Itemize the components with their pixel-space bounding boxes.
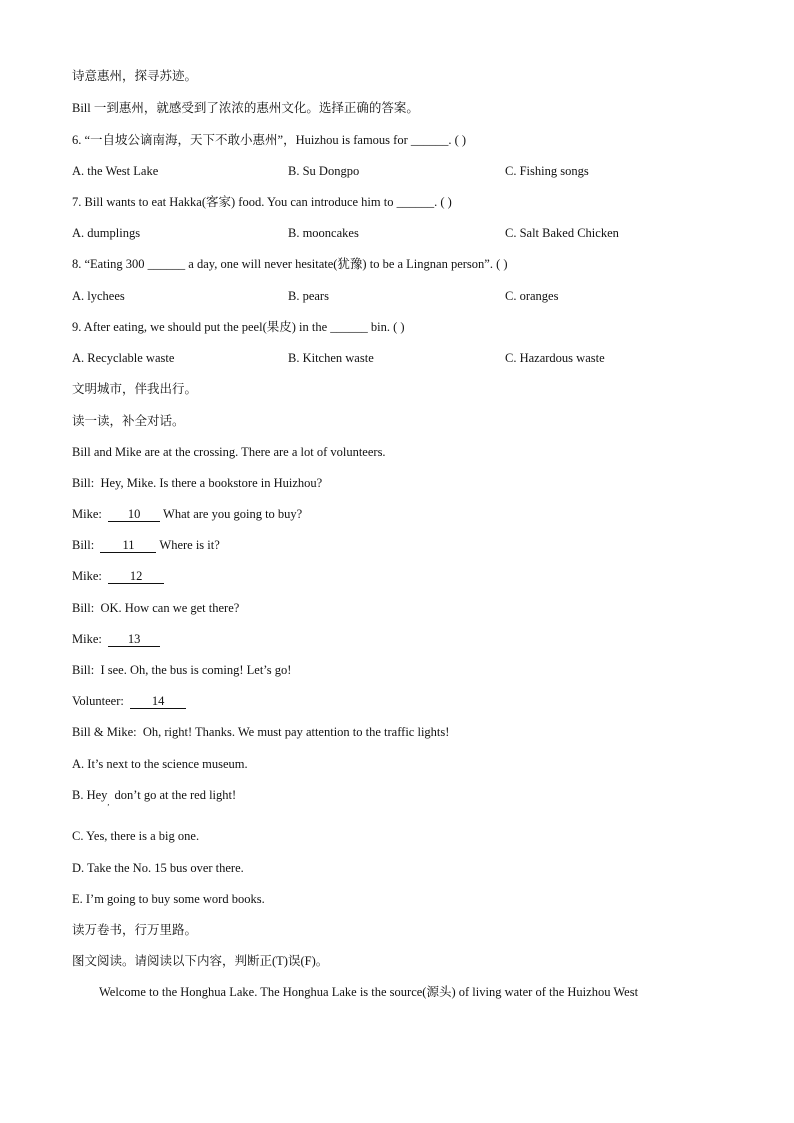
question-8-option-c: C. oranges [505,289,559,303]
question-8-stem: 8. “Eating 300 ______ a day, one will never hesitate(犹豫) to be a Lingnan person”. ( ) [72,257,508,271]
dialogue-text: Where is it? [159,538,220,552]
dialogue-text: Oh, right! Thanks. We must pay attention to the traffic lights! [142,725,450,739]
dialogue-line [72,506,302,522]
question-6-option-c: C. Fishing songs [505,164,589,178]
dialogue-text: Hey, Mike. Is there a bookstore in Huizhou? [100,476,323,490]
speaker: Mike: [72,507,102,521]
question-6-stem: 6. “一自坡公谪南海，天下不敢小惠州”，Huizhou is famous for ______. ( ) [72,133,467,147]
question-7-option-b: B. mooncakes [288,226,359,240]
dialogue-line [72,475,322,491]
dialogue-line [72,631,160,647]
dialogue-line [72,568,164,584]
speaker: Bill: [72,601,95,615]
dialogue-line [72,724,449,740]
speaker: Volunteer: [72,694,124,708]
question-9-option-b: B. Kitchen waste [288,351,374,365]
reading-passage: Welcome to the Honghua Lake. The Honghua Lake is the source(源头) of living water of the Huizhou West [99,985,639,999]
section-instruction-dialogue: 读一读，补全对话。 [72,413,185,428]
section-heading-poetry: 诗意惠州，探寻苏迹。 [72,68,198,83]
section-heading-reading: 读万卷书，行万里路。 [72,922,198,937]
answer-blank-12[interactable]: 12 [108,569,164,584]
choice-b-end: don’t go at the red light! [114,788,237,802]
question-9-option-c: C. Hazardous waste [505,351,605,365]
question-8-option-a: A. lychees [72,289,125,303]
dialogue-text: What are you going to buy? [163,507,303,521]
answer-blank-13[interactable]: 13 [108,632,160,647]
question-7-stem: 7. Bill wants to eat Hakka(客家) food. You can introduce him to ______. ( ) [72,195,452,209]
choice-e: E. I’m going to buy some word books. [72,892,265,906]
speaker: Bill: [72,663,95,677]
question-8-option-b: B. pears [288,289,329,303]
section-heading-civilized-city: 文明城市，伴我出行。 [72,381,198,396]
answer-blank-10[interactable]: 10 [108,507,160,522]
dialogue-text: OK. How can we get there? [100,601,240,615]
choice-d: D. Take the No. 15 bus over there. [72,861,244,875]
answer-blank-11[interactable]: 11 [100,538,156,553]
speaker: Bill & Mike: [72,725,137,739]
question-7-option-c: C. Salt Baked Chicken [505,226,619,240]
dialogue-line [72,662,291,678]
question-7-option-a: A. dumplings [72,226,141,240]
choice-b [72,787,236,811]
section-intro: Bill 一到惠州，就感受到了浓浓的惠州文化。选择正确的答案。 [72,101,419,115]
speaker: Bill: [72,476,95,490]
answer-blank-14[interactable]: 14 [130,694,186,709]
choice-c: C. Yes, there is a big one. [72,829,200,843]
speaker: Bill: [72,538,95,552]
dialogue-line [72,600,239,616]
dialogue-line [72,537,220,553]
comma-mark: , [107,798,110,807]
question-9-option-a: A. Recyclable waste [72,351,175,365]
dialogue-scene: Bill and Mike are at the crossing. There are a lot of volunteers. [72,445,386,459]
question-9-stem: 9. After eating, we should put the peel(果皮) in the ______ bin. ( ) [72,320,405,334]
section-instruction-true-false: 图文阅读。请阅读以下内容，判断正(T)误(F)。 [72,954,329,968]
choice-b-start: B. Hey [72,788,108,802]
speaker: Mike: [72,632,102,646]
question-6-option-b: B. Su Dongpo [288,164,360,178]
dialogue-text: I see. Oh, the bus is coming! Let’s go! [100,663,292,677]
question-6-option-a: A. the West Lake [72,164,159,178]
dialogue-line [72,693,186,709]
speaker: Mike: [72,569,102,583]
choice-a: A. It’s next to the science museum. [72,757,248,771]
